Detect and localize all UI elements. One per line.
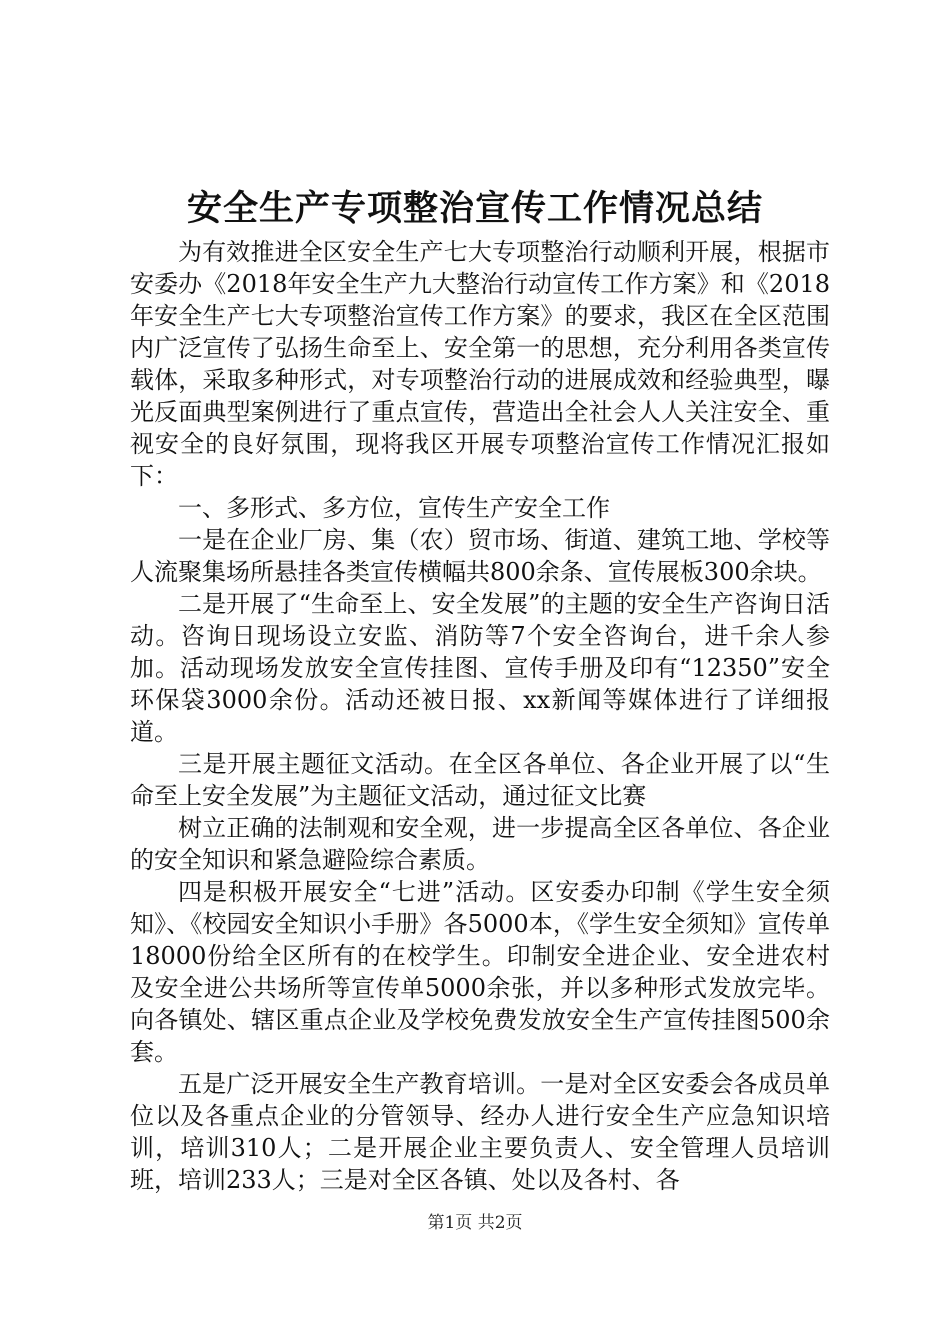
- paragraph-item-3-continued: 树立正确的法制观和安全观，进一步提高全区各单位、各企业的安全知识和紧急避险综合素质。: [130, 814, 830, 874]
- paragraph-item-5: 五是广泛开展安全生产教育培训。一是对全区安委会各成员单位以及各重点企业的分管领导、经办人进行安全生产应急知识培训，培训310人；二是开展企业主要负责人、安全管理人员培训班，培训233人；三是对全区各镇、处以及各村、各: [130, 1070, 830, 1194]
- intro-paragraph: 为有效推进全区安全生产七大专项整治行动顺利开展，根据市安委办《2018年安全生产九大整治行动宣传工作方案》和《2018年安全生产七大专项整治宣传工作方案》的要求，我区在全区范围内广泛宣传了弘扬生命至上、安全第一的思想，充分利用各类宣传载体，采取多种形式，对专项整治行动的进展成效和经验典型，曝光反面典型案例进行了重点宣传，营造出全社会人人关注安全、重视安全的良好氛围，现将我区开展专项整治宣传工作情况汇报如下：: [130, 238, 830, 490]
- paragraph-item-4: 四是积极开展安全“七进”活动。区安委办印制《学生安全须知》、《校园安全知识小手册》各5000本，《学生安全须知》宣传单18000份给全区所有的在校学生。印制安全进企业、安全进农村及安全进公共场所等宣传单5000余张，并以多种形式发放完毕。向各镇处、辖区重点企业及学校免费发放安全生产宣传挂图500余套。: [130, 878, 830, 1066]
- page-number-footer: 第1页 共2页: [427, 1213, 523, 1233]
- document-title: 安全生产专项整治宣传工作情况总结: [186, 188, 763, 229]
- document-body: [130, 236, 830, 1196]
- paragraph-item-1: 一是在企业厂房、集（农）贸市场、街道、建筑工地、学校等人流聚集场所悬挂各类宣传横幅共800余条、宣传展板300余块。: [130, 526, 830, 586]
- paragraph-item-2: 二是开展了“生命至上、安全发展”的主题的安全生产咨询日活动。咨询日现场设立安监、消防等7个安全咨询台，进千余人参加。活动现场发放安全宣传挂图、宣传手册及印有“12350”安全环保袋3000余份。活动还被日报、xx新闻等媒体进行了详细报道。: [130, 590, 830, 746]
- paragraph-item-3: 三是开展主题征文活动。在全区各单位、各企业开展了以“生命至上安全发展”为主题征文活动，通过征文比赛: [130, 750, 830, 810]
- section-heading-1: 一、多形式、多方位，宣传生产安全工作: [178, 494, 610, 522]
